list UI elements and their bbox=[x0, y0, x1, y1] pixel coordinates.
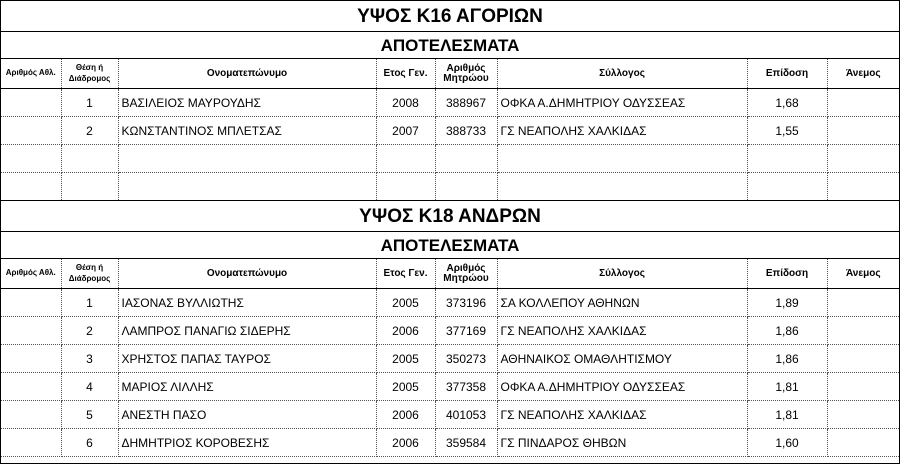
birth-year-cell: 2006 bbox=[376, 317, 435, 345]
athlete-no-cell bbox=[1, 401, 61, 429]
performance-cell: 1,81 bbox=[747, 373, 827, 401]
wind-cell bbox=[827, 373, 899, 401]
club-cell: ΑΘΗΝΑΙΚΟΣ ΟΜΑΘΛΗΤΙΣΜΟΥ bbox=[497, 345, 747, 373]
results-table bbox=[1, 1, 899, 457]
name-cell: ΑΝΕΣΤΗ ΠΑΣΟ bbox=[118, 401, 376, 429]
header-position-line2: Διάδρομος bbox=[68, 73, 111, 83]
header-name: Ονοματεπώνυμο bbox=[118, 259, 376, 289]
table-row bbox=[1, 401, 899, 429]
header-birth-year: Ετος Γεν. bbox=[376, 59, 435, 89]
performance-cell: 1,86 bbox=[747, 317, 827, 345]
birth-year-cell: 2006 bbox=[376, 401, 435, 429]
position-cell: 6 bbox=[61, 429, 118, 457]
registration-cell: 377169 bbox=[435, 317, 497, 345]
position-cell: 3 bbox=[61, 345, 118, 373]
header-club: Σύλλογος bbox=[497, 59, 747, 89]
registration-cell: 359584 bbox=[435, 429, 497, 457]
performance-cell: 1,68 bbox=[747, 89, 827, 117]
club-cell: ΟΦΚΑ Α.ΔΗΜΗΤΡΙΟΥ ΟΔΥΣΣΕΑΣ bbox=[497, 89, 747, 117]
header-athlete-no: Αριθμός Αθλ. bbox=[1, 259, 61, 289]
registration-cell: 388733 bbox=[435, 117, 497, 145]
header-performance: Επίδοση bbox=[747, 259, 827, 289]
performance-cell: 1,60 bbox=[747, 429, 827, 457]
table-row bbox=[1, 317, 899, 345]
birth-year-cell: 2008 bbox=[376, 89, 435, 117]
performance-cell: 1,81 bbox=[747, 401, 827, 429]
section-subtitle-row bbox=[1, 32, 899, 59]
column-header-row bbox=[1, 59, 899, 89]
section-subtitle-row bbox=[1, 232, 899, 259]
position-cell: 1 bbox=[61, 89, 118, 117]
birth-year-cell: 2005 bbox=[376, 373, 435, 401]
name-cell: ΧΡΗΣΤΟΣ ΠΑΠΑΣ ΤΑΥΡΟΣ bbox=[118, 345, 376, 373]
header-wind: Άνεμος bbox=[827, 259, 899, 289]
birth-year-cell: 2005 bbox=[376, 345, 435, 373]
name-cell: ΙΑΣΟΝΑΣ ΒΥΛΛΙΩΤΗΣ bbox=[118, 289, 376, 317]
header-registration bbox=[435, 259, 497, 289]
header-registration-line1: Αριθμός bbox=[446, 62, 486, 74]
header-birth-year: Ετος Γεν. bbox=[376, 259, 435, 289]
name-cell: ΚΩΝΣΤΑΝΤΙΝΟΣ ΜΠΛΕΤΣΑΣ bbox=[118, 117, 376, 145]
birth-year-cell: 2006 bbox=[376, 429, 435, 457]
wind-cell bbox=[827, 345, 899, 373]
club-cell: ΓΣ ΝΕΑΠΟΛΗΣ ΧΑΛΚΙΔΑΣ bbox=[497, 317, 747, 345]
table-row bbox=[1, 289, 899, 317]
empty-row bbox=[1, 173, 899, 201]
section-subtitle: ΑΠΟΤΕΛΕΣΜΑΤΑ bbox=[1, 232, 899, 259]
athlete-no-cell bbox=[1, 289, 61, 317]
athlete-no-cell bbox=[1, 89, 61, 117]
section-title-row bbox=[1, 1, 899, 32]
registration-cell: 350273 bbox=[435, 345, 497, 373]
club-cell: ΣΑ ΚΟΛΛΕΠΟΥ ΑΘΗΝΩΝ bbox=[497, 289, 747, 317]
header-name: Ονοματεπώνυμο bbox=[118, 59, 376, 89]
header-position bbox=[61, 259, 118, 289]
header-athlete-no: Αριθμός Αθλ. bbox=[1, 59, 61, 89]
position-cell: 5 bbox=[61, 401, 118, 429]
birth-year-cell: 2005 bbox=[376, 289, 435, 317]
athlete-no-cell bbox=[1, 317, 61, 345]
header-wind: Άνεμος bbox=[827, 59, 899, 89]
wind-cell bbox=[827, 117, 899, 145]
table-row bbox=[1, 429, 899, 457]
table-row bbox=[1, 373, 899, 401]
registration-cell: 388967 bbox=[435, 89, 497, 117]
empty-row bbox=[1, 145, 899, 173]
athlete-no-cell bbox=[1, 373, 61, 401]
name-cell: ΛΑΜΠΡΟΣ ΠΑΝΑΓΙΩ ΣΙΔΕΡΗΣ bbox=[118, 317, 376, 345]
athlete-no-cell bbox=[1, 345, 61, 373]
wind-cell bbox=[827, 317, 899, 345]
athlete-no-cell bbox=[1, 117, 61, 145]
position-cell: 4 bbox=[61, 373, 118, 401]
header-position bbox=[61, 59, 118, 89]
position-cell: 1 bbox=[61, 289, 118, 317]
header-position-line1: Θέση ή bbox=[75, 63, 104, 73]
table-row bbox=[1, 345, 899, 373]
header-position-line2: Διάδρομος bbox=[68, 273, 111, 283]
club-cell: ΓΣ ΝΕΑΠΟΛΗΣ ΧΑΛΚΙΔΑΣ bbox=[497, 117, 747, 145]
header-performance: Επίδοση bbox=[747, 59, 827, 89]
section-subtitle: ΑΠΟΤΕΛΕΣΜΑΤΑ bbox=[1, 32, 899, 59]
header-registration-line1: Αριθμός bbox=[446, 262, 486, 274]
performance-cell: 1,89 bbox=[747, 289, 827, 317]
registration-cell: 373196 bbox=[435, 289, 497, 317]
birth-year-cell: 2007 bbox=[376, 117, 435, 145]
athlete-no-cell bbox=[1, 429, 61, 457]
table-row bbox=[1, 117, 899, 145]
name-cell: ΒΑΣΙΛΕΙΟΣ ΜΑΥΡΟΥΔΗΣ bbox=[118, 89, 376, 117]
wind-cell bbox=[827, 289, 899, 317]
position-cell: 2 bbox=[61, 117, 118, 145]
wind-cell bbox=[827, 89, 899, 117]
header-registration bbox=[435, 59, 497, 89]
header-club: Σύλλογος bbox=[497, 259, 747, 289]
table-row bbox=[1, 89, 899, 117]
registration-cell: 377358 bbox=[435, 373, 497, 401]
performance-cell: 1,86 bbox=[747, 345, 827, 373]
header-registration-line2: Μητρώου bbox=[443, 72, 489, 84]
name-cell: ΔΗΜΗΤΡΙΟΣ ΚΟΡΟΒΕΣΗΣ bbox=[118, 429, 376, 457]
column-header-row bbox=[1, 259, 899, 289]
header-registration-line2: Μητρώου bbox=[443, 272, 489, 284]
wind-cell bbox=[827, 401, 899, 429]
registration-cell: 401053 bbox=[435, 401, 497, 429]
name-cell: ΜΑΡΙΟΣ ΛΙΛΛΗΣ bbox=[118, 373, 376, 401]
section-title: ΥΨΟΣ Κ16 ΑΓΟΡΙΩΝ bbox=[1, 1, 899, 32]
wind-cell bbox=[827, 429, 899, 457]
club-cell: ΓΣ ΝΕΑΠΟΛΗΣ ΧΑΛΚΙΔΑΣ bbox=[497, 401, 747, 429]
performance-cell: 1,55 bbox=[747, 117, 827, 145]
section-title-row bbox=[1, 201, 899, 232]
position-cell: 2 bbox=[61, 317, 118, 345]
header-position-line1: Θέση ή bbox=[75, 263, 104, 273]
club-cell: ΟΦΚΑ Α.ΔΗΜΗΤΡΙΟΥ ΟΔΥΣΣΕΑΣ bbox=[497, 373, 747, 401]
club-cell: ΓΣ ΠΙΝΔΑΡΟΣ ΘΗΒΩΝ bbox=[497, 429, 747, 457]
section-title: ΥΨΟΣ Κ18 ΑΝΔΡΩΝ bbox=[1, 201, 899, 232]
